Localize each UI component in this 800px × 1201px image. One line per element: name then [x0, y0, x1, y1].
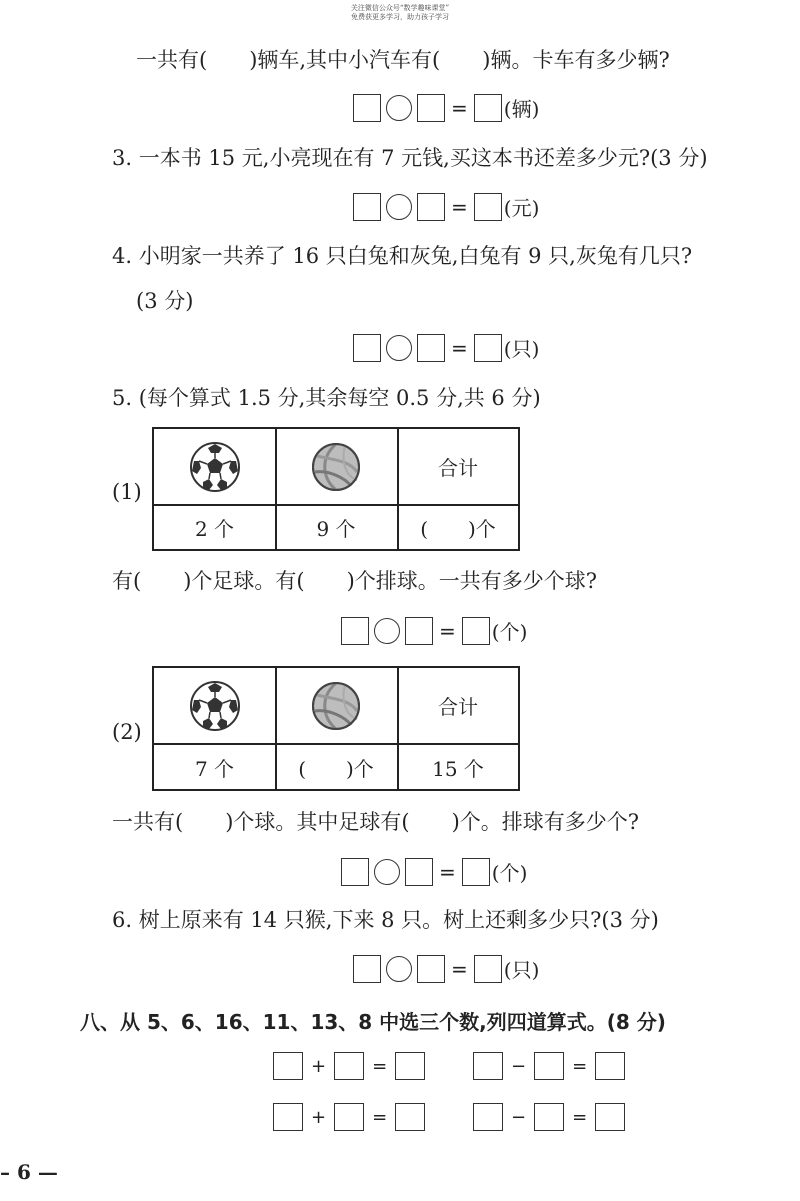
q5-text: 5. (每个算式 1.5 分,其余每空 0.5 分,共 6 分)	[112, 386, 541, 410]
total-count-blank[interactable]: ( )个	[420, 517, 496, 541]
q5-part2-equation	[341, 857, 527, 886]
answer-box[interactable]	[395, 1103, 425, 1131]
volleyball-icon	[311, 442, 361, 492]
q3-equation	[353, 192, 539, 221]
result-box[interactable]	[462, 858, 490, 886]
q5-part1-question: 有( )个足球。有( )个排球。一共有多少个球?	[112, 569, 598, 593]
result-box[interactable]	[474, 94, 502, 122]
q4-text-line1: 4. 小明家一共养了 16 只白兔和灰兔,白兔有 9 只,灰兔有几只?	[112, 244, 693, 268]
operator-circle[interactable]	[386, 95, 412, 121]
answer-box[interactable]	[395, 1052, 425, 1080]
answer-box[interactable]	[334, 1103, 364, 1131]
total-count: 15 个	[432, 756, 484, 781]
q5-part1-equation	[341, 616, 527, 645]
operator-circle[interactable]	[386, 335, 412, 361]
answer-box[interactable]	[534, 1103, 564, 1131]
operator-circle[interactable]	[374, 618, 400, 644]
answer-box[interactable]	[473, 1052, 503, 1080]
equals-sign: =	[439, 618, 456, 643]
answer-box[interactable]	[417, 334, 445, 362]
soccer-ball-icon	[189, 680, 241, 732]
minus-sign: −	[511, 1055, 527, 1077]
total-header: 合计	[438, 456, 478, 480]
q5-part2-label: (2)	[112, 720, 142, 744]
answer-box[interactable]	[334, 1052, 364, 1080]
equals-sign: =	[372, 1055, 388, 1077]
answer-box[interactable]	[417, 955, 445, 983]
volleyball-cell	[275, 668, 397, 743]
header-note	[300, 4, 500, 22]
answer-box[interactable]	[473, 1103, 503, 1131]
answer-box[interactable]	[273, 1052, 303, 1080]
plus-sign: +	[311, 1055, 327, 1077]
answer-box[interactable]	[534, 1052, 564, 1080]
unit-label: (个)	[491, 861, 528, 885]
q4-equation	[353, 333, 539, 362]
q6-text: 6. 树上原来有 14 只猴,下来 8 只。树上还剩多少只?(3 分)	[112, 908, 659, 932]
equals-sign: =	[572, 1106, 588, 1128]
q5-part2-table	[152, 666, 520, 791]
equals-sign: =	[451, 194, 468, 219]
equals-sign: =	[572, 1055, 588, 1077]
unit-label: (只)	[503, 958, 540, 982]
page-dash: –	[0, 1160, 10, 1184]
operator-circle[interactable]	[386, 956, 412, 982]
soccer-count: 2 个	[194, 517, 235, 541]
answer-box[interactable]	[353, 193, 381, 221]
subtraction-equation-1	[473, 1052, 625, 1080]
operator-circle[interactable]	[374, 859, 400, 885]
addition-equation-1	[273, 1052, 425, 1080]
minus-sign: −	[511, 1106, 527, 1128]
result-box[interactable]	[462, 617, 490, 645]
q2-equation	[353, 93, 539, 122]
unit-label: (辆)	[503, 97, 540, 121]
header-line-2: 免费获更多学习，助力孩子学习	[351, 13, 449, 21]
answer-box[interactable]	[353, 955, 381, 983]
result-box[interactable]	[474, 955, 502, 983]
answer-box[interactable]	[341, 617, 369, 645]
result-box[interactable]	[474, 334, 502, 362]
q6-equation	[353, 954, 539, 983]
subtraction-equation-2	[473, 1103, 625, 1131]
addition-equation-2	[273, 1103, 425, 1131]
volleyball-icon	[311, 681, 361, 731]
equals-sign: =	[451, 335, 468, 360]
q3-text: 3. 一本书 15 元,小亮现在有 7 元钱,买这本书还差多少元?(3 分)	[112, 146, 708, 170]
answer-box[interactable]	[417, 193, 445, 221]
answer-box[interactable]	[405, 858, 433, 886]
header-line-1: 关注微信公众号“数学趣味课堂”	[350, 4, 450, 12]
answer-box[interactable]	[353, 334, 381, 362]
soccer-count: 7 个	[194, 756, 235, 781]
volleyball-count-blank[interactable]: ( )个	[298, 756, 374, 781]
soccer-ball-cell	[154, 429, 275, 504]
equals-sign: =	[439, 859, 456, 884]
page-number	[0, 1160, 58, 1184]
answer-box[interactable]	[341, 858, 369, 886]
volleyball-cell	[275, 429, 397, 504]
answer-box[interactable]	[595, 1103, 625, 1131]
section8-title: 八、从 5、6、16、11、13、8 中选三个数,列四道算式。(8 分)	[80, 1010, 666, 1034]
plus-sign: +	[311, 1106, 327, 1128]
volleyball-count: 9 个	[316, 517, 356, 541]
operator-circle[interactable]	[386, 194, 412, 220]
q2-text: 一共有( )辆车,其中小汽车有( )辆。卡车有多少辆?	[136, 48, 670, 72]
unit-label: (个)	[491, 620, 528, 644]
q5-part1-label: (1)	[112, 480, 142, 504]
equals-sign: =	[372, 1106, 388, 1128]
result-box[interactable]	[474, 193, 502, 221]
soccer-ball-icon	[189, 441, 241, 493]
answer-box[interactable]	[405, 617, 433, 645]
equals-sign: =	[451, 95, 468, 120]
soccer-ball-cell	[154, 668, 275, 743]
q5-part2-question: 一共有( )个球。其中足球有( )个。排球有多少个?	[112, 810, 640, 834]
total-header: 合计	[438, 695, 478, 719]
q5-part1-table	[152, 427, 520, 551]
answer-box[interactable]	[353, 94, 381, 122]
unit-label: (元)	[503, 196, 540, 220]
answer-box[interactable]	[595, 1052, 625, 1080]
answer-box[interactable]	[417, 94, 445, 122]
page-number-text: 6 —	[16, 1160, 58, 1184]
q4-text-line2: (3 分)	[136, 289, 194, 313]
unit-label: (只)	[503, 337, 540, 361]
equals-sign: =	[451, 956, 468, 981]
answer-box[interactable]	[273, 1103, 303, 1131]
